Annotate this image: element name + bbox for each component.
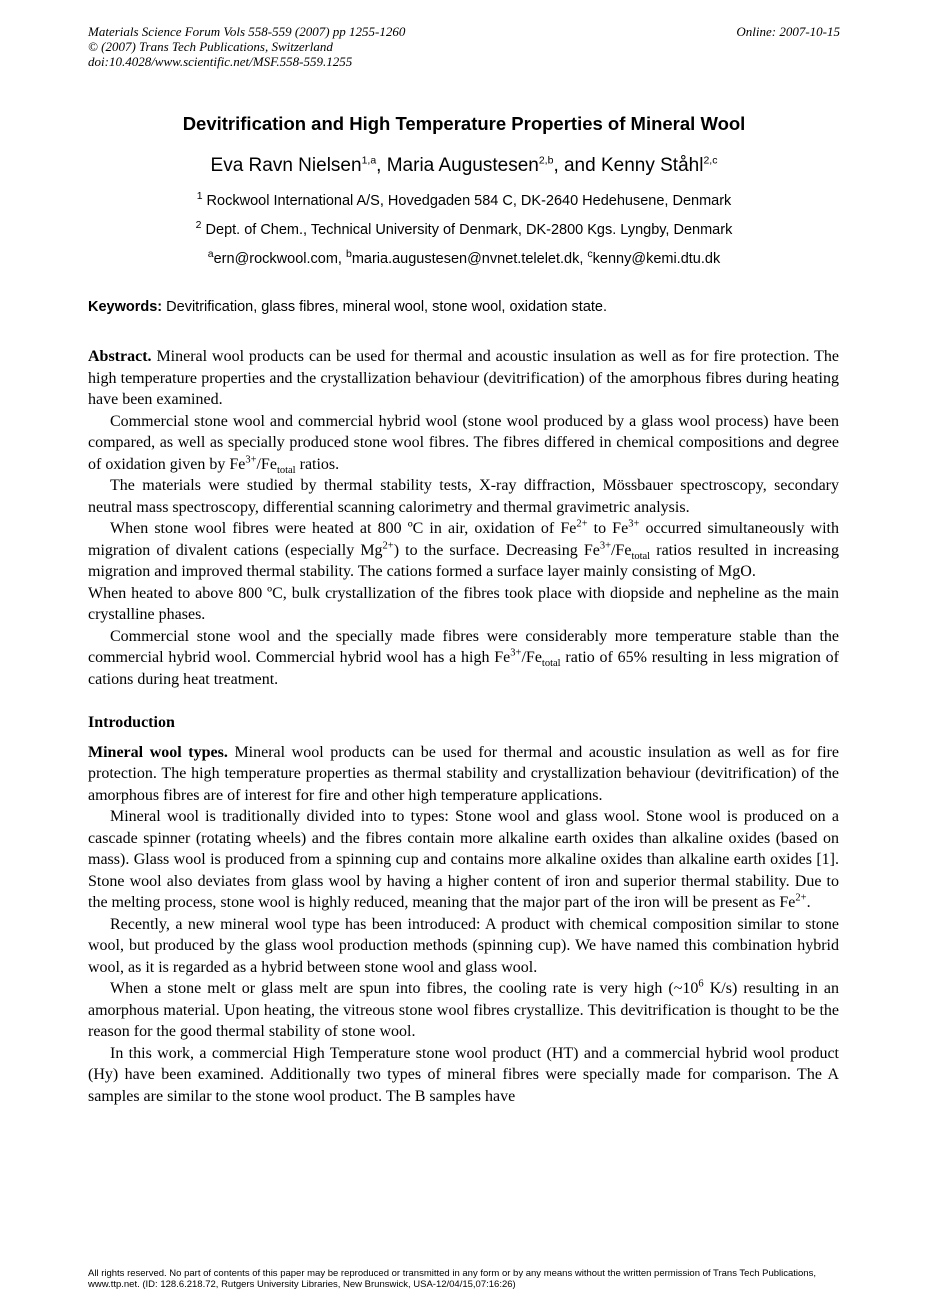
- superscript: 3+: [245, 454, 257, 466]
- intro-paragraph: [88, 978, 839, 1043]
- body-text: [88, 346, 839, 1107]
- text-run: ratios.: [295, 455, 340, 473]
- author-affiliation-mark: 1,a: [361, 154, 377, 167]
- abstract-paragraph: [88, 346, 839, 411]
- text-run: When a stone melt or glass melt are spun into fibres, the cooling rate is very high (~10: [110, 980, 699, 997]
- email-mark: b: [345, 248, 352, 261]
- author-name: , Maria Augustesen: [376, 155, 539, 176]
- author-affiliation-mark: 2,b: [538, 154, 554, 167]
- text-run: /Fe: [610, 541, 632, 559]
- keywords-label: Keywords:: [88, 299, 163, 315]
- text-run: /Fe: [256, 455, 277, 473]
- abstract-paragraph: [88, 626, 839, 691]
- text-run: When stone wool fibres were heated at 800 ºC in air, oxidation of Fe: [110, 520, 577, 537]
- email-mark: c: [587, 248, 593, 261]
- abstract-paragraph: The materials were studied by thermal stability tests, X-ray diffraction, Mössbauer spectroscopy, secondary neutral mass spectroscopy, differential scanning calorimetry and thermal gravimetric analysis.: [88, 477, 839, 516]
- doi-line[interactable]: doi:10.4028/www.scientific.net/MSF.558-559.1255: [88, 54, 353, 69]
- text-run: K/s) resulting in an amorphous material. Upon heating, the vitreous stone wool fibres crystallize. This devitrification is thought to be the reason for the good thermal stability of stone wool.: [88, 980, 840, 1040]
- keywords: [88, 299, 840, 315]
- journal-citation: Materials Science Forum Vols 558-559 (2007) pp 1255-1260: [88, 24, 406, 39]
- text-run: Mineral wool products can be used for thermal and acoustic insulation as well as for fire protection. The high temperature properties and the crystallization behaviour (devitrification) of the amorphous fibres during heating have been examined.: [88, 348, 839, 408]
- subscript: total: [541, 658, 561, 670]
- intro-paragraph: Recently, a new mineral wool type has been introduced: A product with chemical composition similar to stone wool, but produced by the glass wool production methods (spinning cup). We have named this combination hybrid wool, as it is regarded as a hybrid between stone wool and glass wool.: [88, 915, 839, 976]
- affiliation-number: 1: [196, 190, 203, 203]
- running-header: [88, 24, 840, 69]
- email-mark: a: [207, 248, 214, 261]
- text-run: occurred simultaneously with migration of divalent cations (especially Mg: [88, 520, 839, 559]
- superscript: 2+: [576, 518, 588, 530]
- affiliation-text: Rockwool International A/S, Hovedgaden 584 C, DK-2640 Hedehusene, Denmark: [202, 193, 732, 209]
- copyright-footer: All rights reserved. No part of contents of this paper may be reproduced or transmitted in any form or by any means without the written permission of Trans Tech Publications, www.ttp.net. (ID: 128.6.218.72, Rutgers University Libraries, New Brunswick, USA-12/04/15,07:16:26): [88, 1268, 816, 1290]
- email-address[interactable]: kenny@kemi.dtu.dk: [592, 251, 721, 267]
- superscript: 3+: [628, 518, 640, 530]
- intro-paragraph: [88, 806, 839, 914]
- text-run: /Fe: [521, 649, 542, 666]
- text-run: ratios resulted in increasing migration and improved thermal stability. The cations formed a surface layer mainly consisting of MgO.: [88, 541, 839, 580]
- author-emails: [88, 248, 840, 267]
- subscript: total: [276, 464, 296, 476]
- subscript: total: [631, 550, 651, 562]
- subsection-label: Mineral wool types.: [88, 743, 228, 761]
- author-list: [88, 155, 840, 177]
- superscript: 6: [698, 978, 704, 990]
- superscript: 2+: [795, 892, 807, 904]
- intro-paragraph: In this work, a commercial High Temperature stone wool product (HT) and a commercial hybrid wool product (Hy) have been examined. Additionally two types of mineral fibres were specially made for comparison. The A samples are similar to the stone wool product. The B samples have: [88, 1044, 839, 1105]
- superscript: 3+: [510, 647, 522, 659]
- text-run: ) to the surface. Decreasing Fe: [393, 541, 600, 559]
- superscript: 3+: [599, 540, 611, 552]
- section-heading-introduction: Introduction: [88, 714, 175, 731]
- text-run: Commercial stone wool and commercial hybrid wool (stone wool produced by a glass wool process) have been compared, as well as specially produced stone wool fibres. The fibres differed in chemical compositions and degree of oxidation given by Fe: [88, 412, 839, 473]
- author-name: , and Kenny Ståhl: [553, 155, 704, 176]
- author-name: Eva Ravn Nielsen: [210, 155, 362, 176]
- text-run: Commercial stone wool and the specially made fibres were considerably more temperature stable than the commercial hybrid wool. Commercial hybrid wool has a high Fe: [88, 627, 839, 666]
- paper-title: Devitrification and High Temperature Properties of Mineral Wool: [182, 113, 746, 134]
- author-affiliation-mark: 2,c: [703, 154, 718, 167]
- abstract-paragraph: When heated to above 800 ºC, bulk crystallization of the fibres took place with diopside and nepheline as the main crystalline phases.: [88, 584, 839, 623]
- keywords-text: Devitrification, glass fibres, mineral wool, stone wool, oxidation state.: [162, 299, 608, 315]
- intro-paragraph: [88, 742, 839, 807]
- abstract-paragraph: [88, 411, 839, 476]
- affiliation-2: [88, 219, 840, 238]
- text-run: Mineral wool products can be used for thermal and acoustic insulation as well as for fire protection. The high temperature properties as thermal stability and crystallization behaviour (devitrification) of the amorphous fibres are of interest for fire and other high temperature applications.: [88, 743, 839, 804]
- superscript: 2+: [382, 540, 394, 552]
- copyright-line: © (2007) Trans Tech Publications, Switzerland: [88, 39, 333, 54]
- affiliation-number: 2: [195, 219, 202, 232]
- text-run: ratio of 65% resulting in less migration of cations during heat treatment.: [88, 649, 840, 688]
- email-address[interactable]: ern@rockwool.com,: [213, 251, 346, 267]
- abstract-paragraph: [88, 518, 839, 583]
- text-run: Mineral wool is traditionally divided into to types: Stone wool and glass wool. Stone wool is produced on a cascade spinner (rotating wheels) and the fibres contain more alkaline earth oxides than alkaline oxides (based on mass). Glass wool is produced from a spinning cup and contains more alkaline oxides than alkaline earth oxides [1]. Stone wool also deviates from glass wool by having a higher content of iron and superior thermal stability. Due to the melting process, stone wool is highly reduced, meaning that the major part of the iron will be present as Fe: [88, 808, 839, 911]
- affiliation-1: [88, 190, 840, 209]
- text-run: .: [806, 894, 811, 911]
- online-date: Online: 2007-10-15: [736, 24, 840, 39]
- abstract-label: Abstract.: [88, 348, 152, 365]
- text-run: to Fe: [587, 520, 629, 537]
- affiliation-text: Dept. of Chem., Technical University of Denmark, DK-2800 Kgs. Lyngby, Denmark: [201, 222, 733, 238]
- email-address[interactable]: maria.augustesen@nvnet.telelet.dk,: [351, 251, 588, 267]
